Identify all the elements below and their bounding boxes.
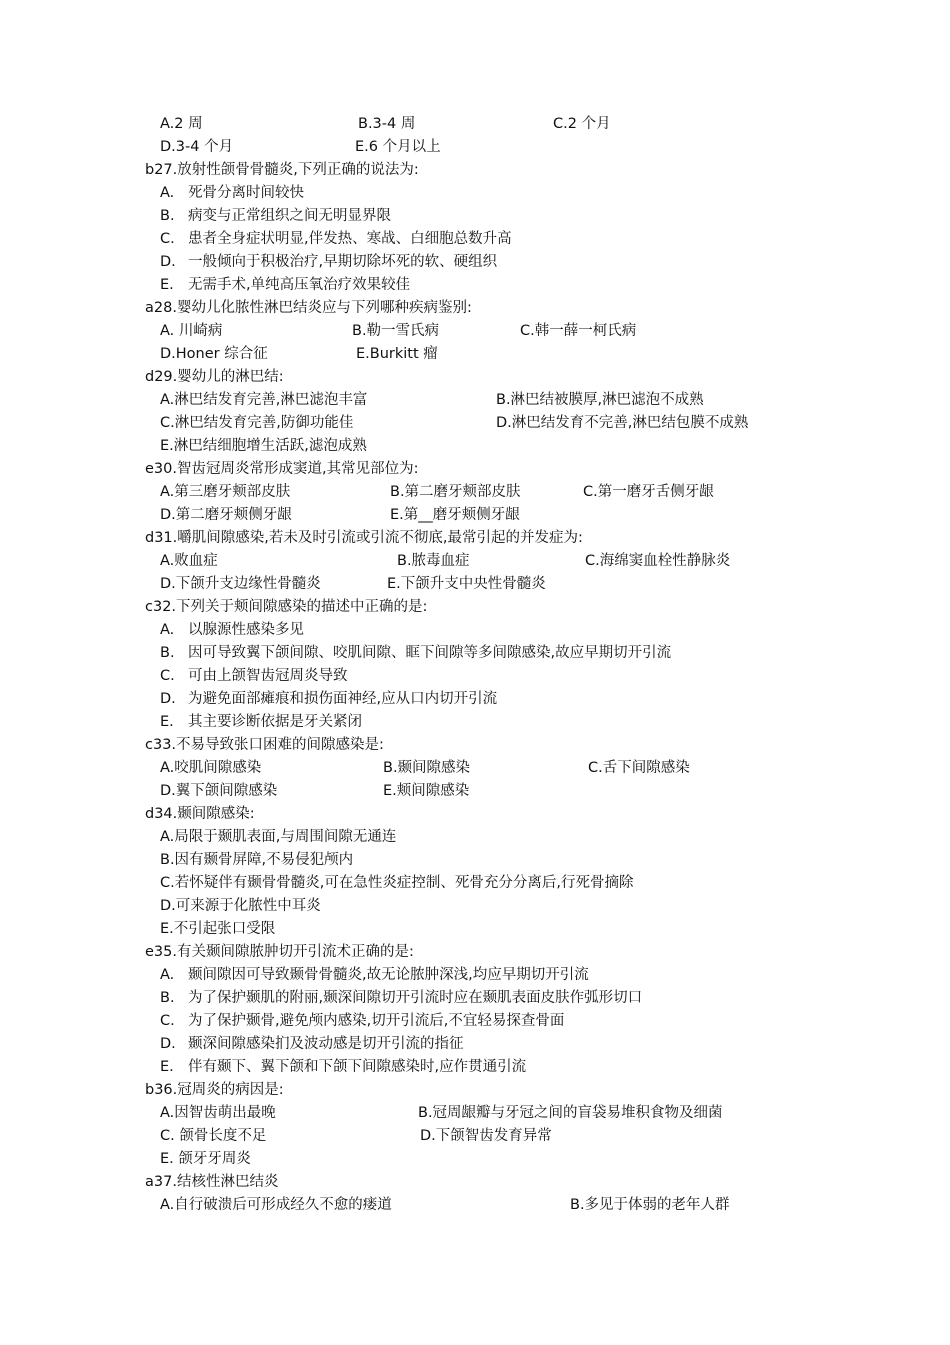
- option-c: C.2 个月: [553, 116, 611, 132]
- option-e: E.下颌升支中央性骨髓炎: [387, 576, 546, 592]
- option-b: B.冠周龈瓣与牙冠之间的盲袋易堆积食物及细菌: [418, 1105, 723, 1121]
- option-letter: D.: [160, 254, 176, 270]
- question-stem: [0, 734, 950, 757]
- option-d: D.淋巴结发育不完善,淋巴结包膜不成熟: [496, 415, 749, 431]
- option-row: [0, 251, 950, 274]
- option-b: B.颞间隙感染: [383, 760, 471, 776]
- option-letter: A.: [160, 622, 175, 638]
- option-a: A.第三磨牙颊部皮肤: [160, 484, 291, 500]
- question-stem: [0, 803, 950, 826]
- option-a: A.自行破溃后可形成经久不愈的瘘道: [160, 1197, 392, 1213]
- option-row: [0, 182, 950, 205]
- option-c: C.舌下间隙感染: [588, 760, 690, 776]
- option-c: C.海绵窦血栓性静脉炎: [585, 553, 731, 569]
- option-row: [0, 435, 950, 458]
- question-stem: [0, 527, 950, 550]
- option-letter: C.: [160, 231, 175, 247]
- option-row: [0, 343, 950, 366]
- option-row: [0, 205, 950, 228]
- question-text: a28.婴幼儿化脓性淋巴结炎应与下列哪种疾病鉴别:: [145, 300, 472, 316]
- option-text: 因可导致翼下颌间隙、咬肌间隙、眶下间隙等多间隙感染,故应早期切开引流: [188, 645, 672, 661]
- option-a: A.局限于颞肌表面,与周围间隙无通连: [160, 829, 397, 845]
- option-letter: B.: [160, 990, 175, 1006]
- question-stem: [0, 366, 950, 389]
- option-a: A.咬肌间隙感染: [160, 760, 262, 776]
- option-e: E.Burkitt 瘤: [356, 346, 438, 362]
- option-text: 其主要诊断依据是牙关紧闭: [188, 714, 362, 730]
- option-letter: E.: [160, 277, 174, 293]
- option-row: [0, 780, 950, 803]
- option-c: C.第一磨牙舌侧牙龈: [583, 484, 714, 500]
- option-b: B.因有颞骨屏障,不易侵犯颅内: [160, 852, 354, 868]
- question-stem: [0, 596, 950, 619]
- option-text: 以腺源性感染多见: [188, 622, 304, 638]
- option-text: 为了保护颞骨,避免颅内感染,切开引流后,不宜轻易探查骨面: [188, 1013, 565, 1029]
- option-text: 可由上颌智齿冠周炎导致: [188, 668, 348, 684]
- option-row: [0, 1102, 950, 1125]
- option-text: 伴有颞下、翼下颌和下颌下间隙感染时,应作贯通引流: [188, 1059, 527, 1075]
- option-letter: A.: [160, 185, 175, 201]
- option-row: [0, 1148, 950, 1171]
- option-letter: A.: [160, 967, 175, 983]
- option-a: A. 川崎病: [160, 323, 223, 339]
- option-row: [0, 665, 950, 688]
- option-row: [0, 1010, 950, 1033]
- question-stem: [0, 297, 950, 320]
- question-stem: [0, 941, 950, 964]
- option-b: B.3-4 周: [358, 116, 416, 132]
- option-d: D.下颌智齿发育异常: [420, 1128, 552, 1144]
- question-text: b27.放射性颌骨骨髓炎,下列正确的说法为:: [145, 162, 419, 178]
- option-text: 为了保护颞肌的附丽,颞深间隙切开引流时应在颞肌表面皮肤作弧形切口: [188, 990, 643, 1006]
- option-letter: C.: [160, 1013, 175, 1029]
- option-row: [0, 1033, 950, 1056]
- option-row: [0, 228, 950, 251]
- option-d: D.翼下颌间隙感染: [160, 783, 278, 799]
- option-row: [0, 113, 950, 136]
- question-text: d29.婴幼儿的淋巴结:: [145, 369, 284, 385]
- option-e: E.6 个月以上: [355, 139, 441, 155]
- option-row: [0, 1125, 950, 1148]
- option-c: C. 颌骨长度不足: [160, 1128, 267, 1144]
- option-row: [0, 1056, 950, 1079]
- option-row: [0, 872, 950, 895]
- option-c: C.韩一薛一柯氏病: [520, 323, 637, 339]
- option-row: [0, 849, 950, 872]
- question-stem: [0, 159, 950, 182]
- question-text: c32.下列关于颊间隙感染的描述中正确的是:: [145, 599, 428, 615]
- option-text: 一般倾向于积极治疗,早期切除坏死的软、硬组织: [188, 254, 498, 270]
- option-row: [0, 918, 950, 941]
- question-text: d31.嚼肌间隙感染,若未及时引流或引流不彻底,最常引起的并发症为:: [145, 530, 583, 546]
- option-row: [0, 136, 950, 159]
- option-row: [0, 757, 950, 780]
- option-d: D.Honer 综合征: [160, 346, 268, 362]
- option-c: C.淋巴结发育完善,防御功能佳: [160, 415, 354, 431]
- option-d: D.第二磨牙颊侧牙龈: [160, 507, 292, 523]
- option-letter: E.: [160, 714, 174, 730]
- question-stem: [0, 1171, 950, 1194]
- option-text: 为避免面部瘫痕和损伤面神经,应从口内切开引流: [188, 691, 498, 707]
- option-e: E.淋巴结细胞增生活跃,滤泡成熟: [160, 438, 367, 454]
- question-stem: [0, 1079, 950, 1102]
- option-b: B.勒一雪氏病: [352, 323, 440, 339]
- option-e: E.不引起张口受限: [160, 921, 276, 937]
- option-b: B.多见于体弱的老年人群: [570, 1197, 730, 1213]
- option-d: D.3-4 个月: [160, 139, 234, 155]
- option-row: [0, 642, 950, 665]
- option-row: [0, 274, 950, 297]
- option-b: B.脓毒血症: [397, 553, 470, 569]
- option-letter: E.: [160, 1059, 174, 1075]
- option-row: [0, 550, 950, 573]
- option-d: D.下颌升支边缘性骨髓炎: [160, 576, 321, 592]
- option-row: [0, 412, 950, 435]
- option-row: [0, 987, 950, 1010]
- option-letter: D.: [160, 1036, 176, 1052]
- option-e: E. 颌牙牙周炎: [160, 1151, 251, 1167]
- option-row: [0, 964, 950, 987]
- option-row: [0, 504, 950, 527]
- option-a: A.败血症: [160, 553, 218, 569]
- option-text: 颞间隙因可导致颞骨骨髓炎,故无论脓肿深浅,均应早期切开引流: [188, 967, 589, 983]
- option-row: [0, 826, 950, 849]
- option-a: A.2 周: [160, 116, 203, 132]
- option-text: 死骨分离时间较快: [188, 185, 304, 201]
- option-row: [0, 1194, 950, 1217]
- option-b: B.淋巴结被膜厚,淋巴滤泡不成熟: [496, 392, 704, 408]
- option-row: [0, 619, 950, 642]
- question-text: a37.结核性淋巴结炎: [145, 1174, 279, 1190]
- question-stem: [0, 458, 950, 481]
- option-letter: B.: [160, 208, 175, 224]
- option-b: B.第二磨牙颊部皮肤: [390, 484, 521, 500]
- option-row: [0, 389, 950, 412]
- option-text: 无需手术,单纯高压氧治疗效果较佳: [188, 277, 411, 293]
- option-d: D.可来源于化脓性中耳炎: [160, 898, 321, 914]
- option-letter: C.: [160, 668, 175, 684]
- option-row: [0, 688, 950, 711]
- option-letter: D.: [160, 691, 176, 707]
- question-text: e30.智齿冠周炎常形成窦道,其常见部位为:: [145, 461, 419, 477]
- question-text: d34.颞间隙感染:: [145, 806, 255, 822]
- question-text: c33.不易导致张口困难的间隙感染是:: [145, 737, 384, 753]
- option-letter: B.: [160, 645, 175, 661]
- option-a: A.淋巴结发育完善,淋巴滤泡丰富: [160, 392, 368, 408]
- option-row: [0, 320, 950, 343]
- option-e: E.第__磨牙颊侧牙龈: [390, 507, 520, 523]
- option-c: C.若怀疑伴有颞骨骨髓炎,可在急性炎症控制、死骨充分分离后,行死骨摘除: [160, 875, 634, 891]
- option-a: A.因智齿萌出最晚: [160, 1105, 276, 1121]
- question-text: b36.冠周炎的病因是:: [145, 1082, 284, 1098]
- option-row: [0, 895, 950, 918]
- option-text: 病变与正常组织之间无明显界限: [188, 208, 391, 224]
- option-e: E.颊间隙感染: [383, 783, 470, 799]
- option-row: [0, 573, 950, 596]
- option-text: 患者全身症状明显,伴发热、寒战、白细胞总数升高: [188, 231, 512, 247]
- option-text: 颞深间隙感染扪及波动感是切开引流的指征: [188, 1036, 464, 1052]
- option-row: [0, 711, 950, 734]
- question-text: e35.有关颞间隙脓肿切开引流术正确的是:: [145, 944, 414, 960]
- option-row: [0, 481, 950, 504]
